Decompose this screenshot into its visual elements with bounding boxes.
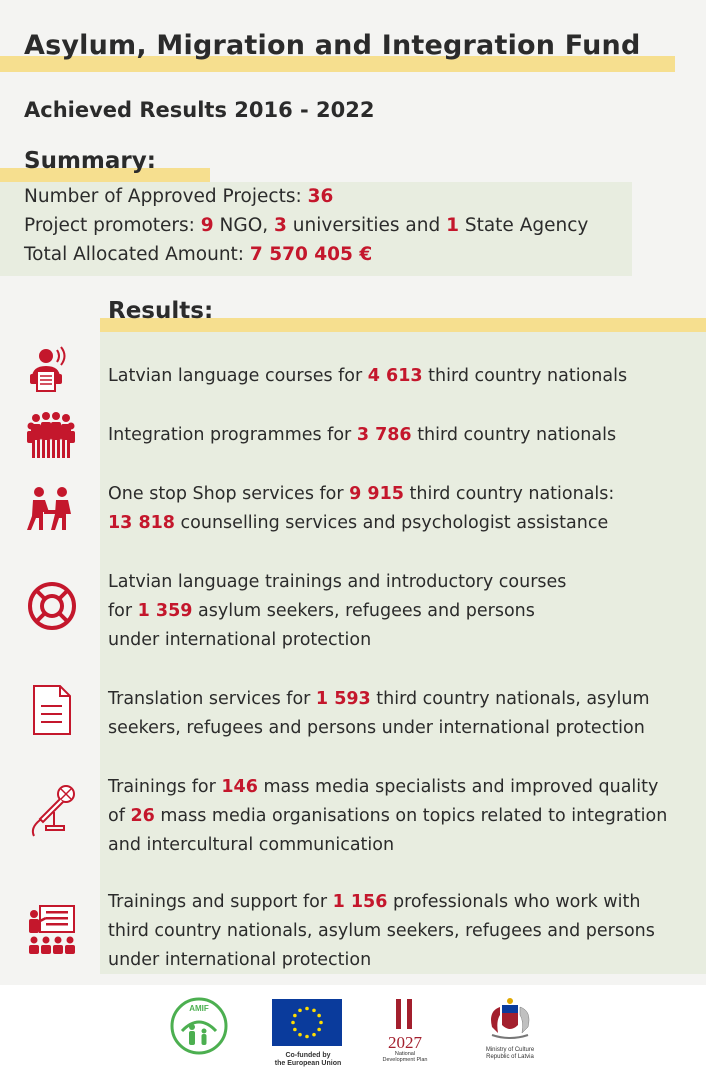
eu-logo: Co-funded by the European Union <box>272 999 344 1068</box>
summary-amount-line: Total Allocated Amount: 7 570 405 € <box>24 244 373 265</box>
result-value: 26 <box>130 806 155 826</box>
ngo-count: 9 <box>200 215 214 236</box>
group-people-icon <box>24 408 80 464</box>
presentation-training-icon <box>24 902 80 958</box>
summary-promoters-line: Project promoters: 9 NGO, 3 universities and 1 State Agency <box>24 215 589 236</box>
result-value: 146 <box>221 777 258 797</box>
eu-flag-icon <box>272 999 342 1046</box>
result-item: Translation services for 1 593 third country nationals, asylum seekers, refugees and persons under international protection <box>108 689 650 738</box>
counselling-people-icon <box>24 482 80 538</box>
result-value: 1 593 <box>315 689 371 709</box>
allocated-amount: 7 570 405 € <box>249 244 373 265</box>
lifebuoy-icon <box>24 578 80 634</box>
latvia-coat-of-arms-icon <box>474 997 546 1043</box>
eu-star <box>293 1028 297 1032</box>
eu-star <box>319 1021 323 1025</box>
result-item: Latvian language courses for 4 613 third country nationals <box>108 366 628 386</box>
eu-star <box>305 1007 309 1011</box>
result-value: 1 359 <box>137 601 193 621</box>
agency-count: 1 <box>446 215 459 236</box>
results-heading: Results: <box>108 298 214 324</box>
result-value: 3 786 <box>356 425 412 445</box>
eu-star <box>305 1035 309 1039</box>
svg-text:AMIF: AMIF <box>189 1004 209 1013</box>
eu-star <box>317 1014 321 1018</box>
ministry-of-culture-logo: Ministry of Culture Republic of Latvia <box>474 997 546 1061</box>
result-item: Trainings for 146 mass media specialists and improved quality of 26 mass media organisations on topics related to integration and intercultural communication <box>108 777 668 855</box>
amif-logo <box>170 997 228 1055</box>
eu-star <box>312 1009 316 1013</box>
summary-heading: Summary: <box>24 148 156 174</box>
result-value: 13 818 <box>108 513 175 533</box>
speaker-reading-icon <box>24 344 80 400</box>
result-item: One stop Shop services for 9 915 third country nationals: 13 818 counselling services and psychologist assistance <box>108 484 615 533</box>
result-value: 4 613 <box>367 366 423 386</box>
page-title: Asylum, Migration and Integration Fund <box>24 30 641 61</box>
result-item: Integration programmes for 3 786 third country nationals <box>108 425 617 445</box>
page-subtitle: Achieved Results 2016 - 2022 <box>24 98 375 122</box>
eu-star <box>293 1014 297 1018</box>
eu-star <box>291 1021 295 1025</box>
summary-projects-line: Number of Approved Projects: 36 <box>24 186 334 207</box>
footer-logos <box>0 985 706 1080</box>
eu-star <box>317 1028 321 1032</box>
result-value: 9 915 <box>349 484 404 504</box>
eu-star <box>298 1033 302 1037</box>
result-item: Trainings and support for 1 156 professionals who work with third country nationals, asylum seekers, refugees and persons under international protection <box>108 892 655 970</box>
universities-count: 3 <box>274 215 287 236</box>
ndp-2027-logo: 2027 National Development Plan <box>380 995 430 1063</box>
document-icon <box>24 682 80 738</box>
result-item: Latvian language trainings and introductory courses for 1 359 asylum seekers, refugees and persons under international protection <box>108 572 567 650</box>
projects-count: 36 <box>307 186 334 207</box>
eu-star <box>312 1033 316 1037</box>
eu-star <box>298 1009 302 1013</box>
result-value: 1 156 <box>332 892 388 912</box>
microphone-icon <box>24 782 80 838</box>
